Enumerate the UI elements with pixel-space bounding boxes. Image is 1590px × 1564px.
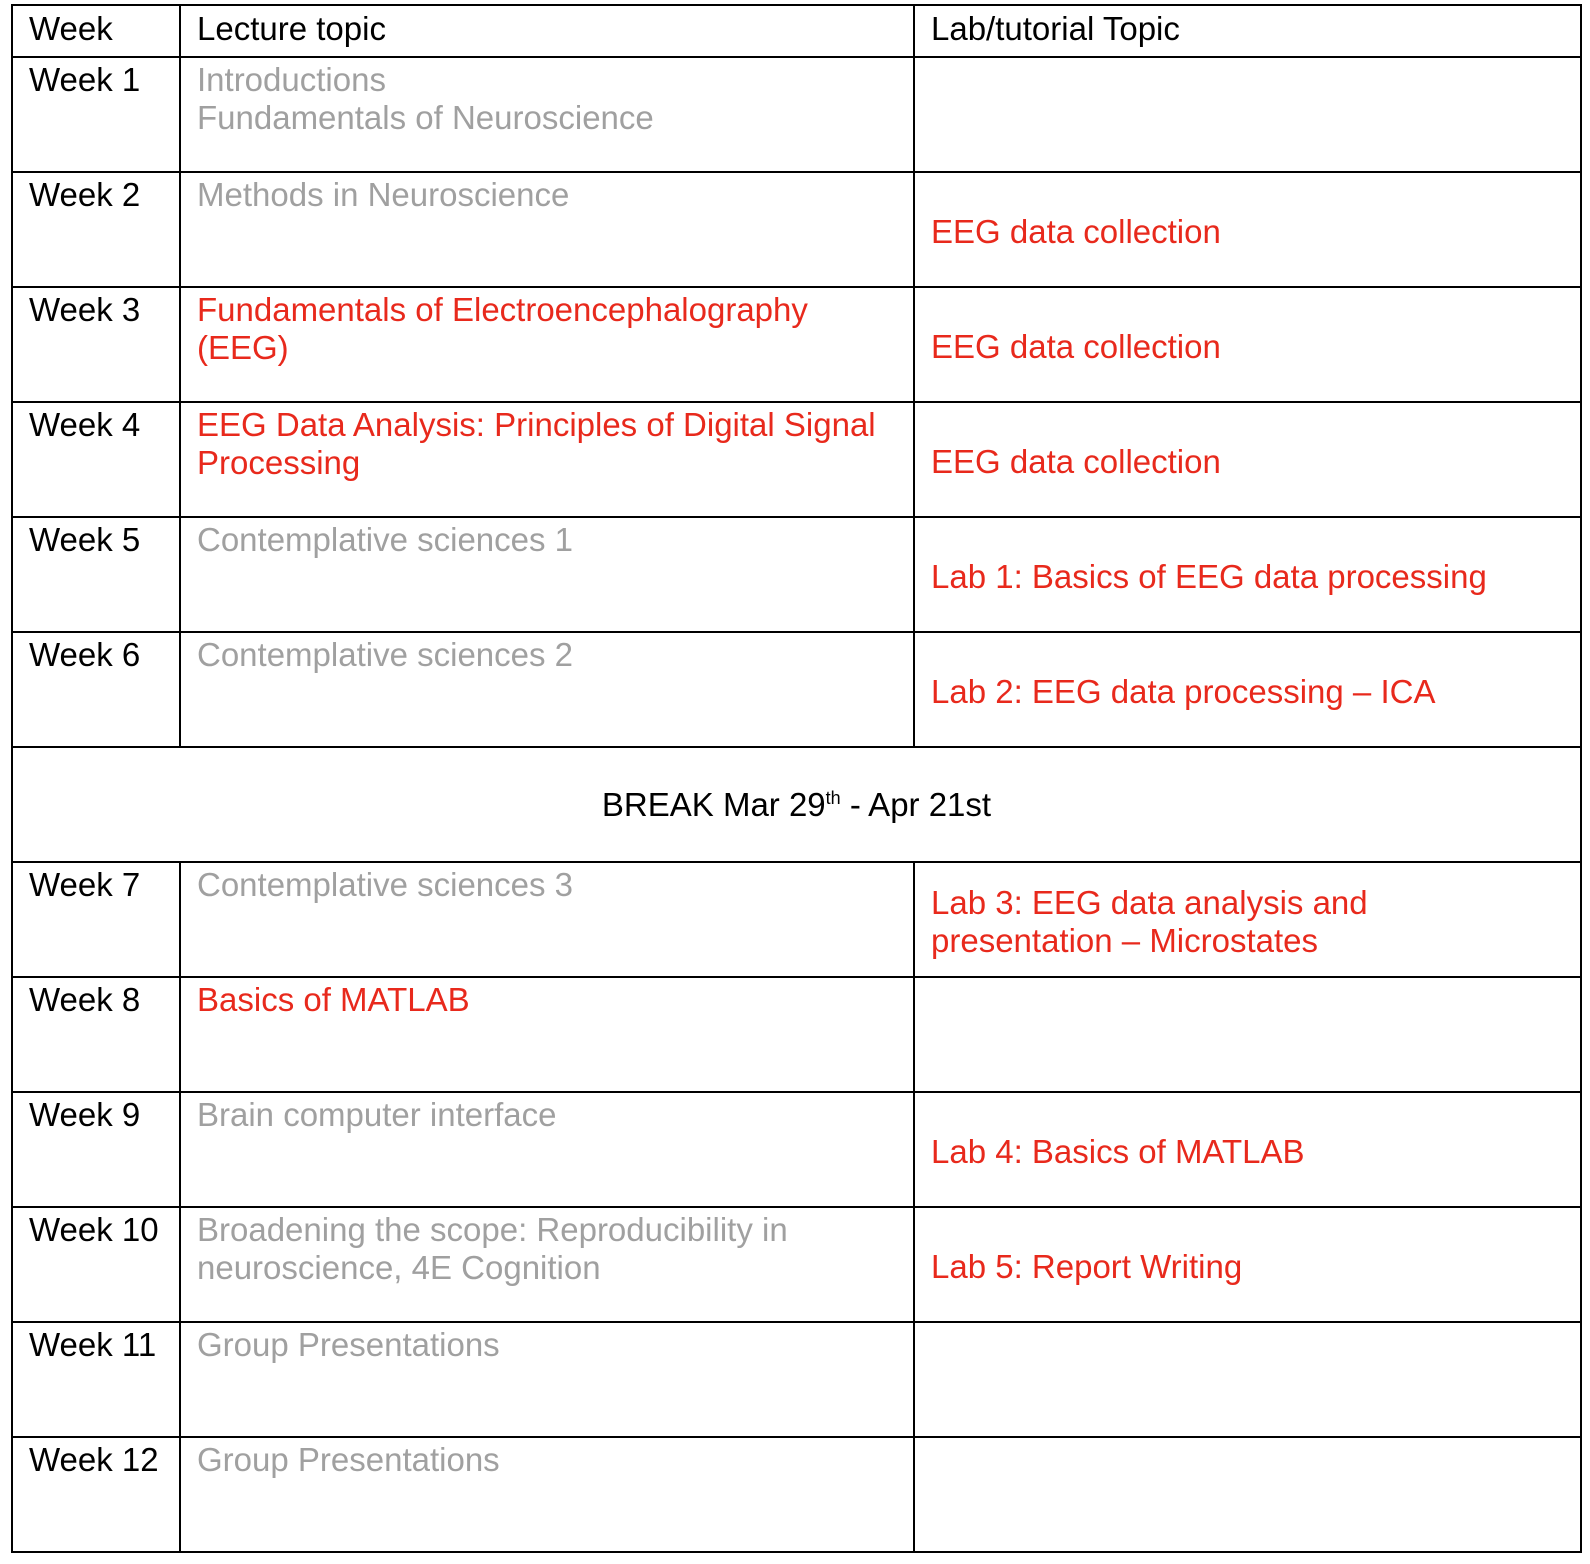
header-lab-topic: Lab/tutorial Topic bbox=[914, 5, 1581, 57]
break-text-superscript: th bbox=[825, 787, 841, 808]
week-label: Week 6 bbox=[12, 632, 180, 747]
lab-cell bbox=[914, 517, 1581, 632]
week-label: Week 4 bbox=[12, 402, 180, 517]
lecture-topic-line: Basics of MATLAB bbox=[197, 981, 470, 1018]
lecture-topic-line: Brain computer interface bbox=[197, 1096, 557, 1133]
lab-topic bbox=[931, 1441, 1564, 1478]
lab-topic: Lab 2: EEG data processing – ICA bbox=[931, 673, 1436, 710]
lab-topic: EEG data collection bbox=[931, 443, 1221, 480]
lab-cell bbox=[914, 862, 1581, 977]
lecture-cell bbox=[180, 287, 914, 402]
table-row bbox=[12, 632, 1581, 747]
table-row bbox=[12, 862, 1581, 977]
lecture-cell bbox=[180, 57, 914, 172]
lecture-topic-line: Introductions bbox=[197, 61, 386, 98]
lab-cell bbox=[914, 1207, 1581, 1322]
week-label: Week 9 bbox=[12, 1092, 180, 1207]
lab-topic: EEG data collection bbox=[931, 213, 1221, 250]
lab-cell bbox=[914, 977, 1581, 1092]
lecture-cell bbox=[180, 862, 914, 977]
table-row bbox=[12, 1092, 1581, 1207]
lecture-topic-line: EEG Data Analysis: Principles of Digital Signal Processing bbox=[197, 406, 876, 481]
lecture-topic-line: Contemplative sciences 2 bbox=[197, 636, 574, 673]
table-row bbox=[12, 172, 1581, 287]
lecture-cell bbox=[180, 977, 914, 1092]
week-label: Week 2 bbox=[12, 172, 180, 287]
week-label: Week 7 bbox=[12, 862, 180, 977]
week-label: Week 5 bbox=[12, 517, 180, 632]
week-label: Week 10 bbox=[12, 1207, 180, 1322]
lab-cell bbox=[914, 287, 1581, 402]
table-row bbox=[12, 1207, 1581, 1322]
week-label: Week 8 bbox=[12, 977, 180, 1092]
table-row bbox=[12, 57, 1581, 172]
table-row bbox=[12, 1437, 1581, 1552]
lab-topic bbox=[931, 981, 1564, 1018]
lecture-cell bbox=[180, 1092, 914, 1207]
break-text-prefix: BREAK Mar 29 bbox=[601, 785, 826, 823]
lecture-cell bbox=[180, 1322, 914, 1437]
lecture-topic-line: Contemplative sciences 3 bbox=[197, 866, 574, 903]
lab-cell bbox=[914, 57, 1581, 172]
table-row bbox=[12, 1322, 1581, 1437]
lab-topic: Lab 5: Report Writing bbox=[931, 1248, 1243, 1285]
lab-cell bbox=[914, 632, 1581, 747]
break-row bbox=[12, 747, 1581, 862]
header-lecture-topic: Lecture topic bbox=[180, 5, 914, 57]
lecture-topic-line: Broadening the scope: Reproducibility in neuroscience, 4E Cognition bbox=[197, 1211, 788, 1286]
table-row bbox=[12, 517, 1581, 632]
table-row bbox=[12, 977, 1581, 1092]
break-text-suffix: - Apr 21st bbox=[840, 785, 992, 823]
lecture-cell bbox=[180, 402, 914, 517]
lecture-topic-line: Group Presentations bbox=[197, 1326, 500, 1363]
lab-topic: Lab 1: Basics of EEG data processing bbox=[931, 558, 1487, 595]
table-row bbox=[12, 402, 1581, 517]
break-cell bbox=[12, 747, 1581, 862]
lab-cell bbox=[914, 1322, 1581, 1437]
lab-topic bbox=[931, 61, 1564, 98]
lecture-topic-line: Methods in Neuroscience bbox=[197, 176, 570, 213]
week-label: Week 1 bbox=[12, 57, 180, 172]
week-label: Week 3 bbox=[12, 287, 180, 402]
lab-topic: Lab 3: EEG data analysis and presentation – Microstates bbox=[931, 884, 1368, 959]
schedule-body bbox=[12, 5, 1581, 1552]
week-label: Week 12 bbox=[12, 1437, 180, 1552]
lecture-topic-line: Group Presentations bbox=[197, 1441, 500, 1478]
lab-cell bbox=[914, 172, 1581, 287]
lecture-cell bbox=[180, 517, 914, 632]
header-week: Week bbox=[12, 5, 180, 57]
lecture-topic-line: Fundamentals of Neuroscience bbox=[197, 99, 654, 136]
lab-cell bbox=[914, 402, 1581, 517]
lecture-cell bbox=[180, 1437, 914, 1552]
lab-topic: EEG data collection bbox=[931, 328, 1221, 365]
table-row bbox=[12, 287, 1581, 402]
course-schedule-table bbox=[11, 4, 1582, 1553]
lab-topic: Lab 4: Basics of MATLAB bbox=[931, 1133, 1305, 1170]
header-row bbox=[12, 5, 1581, 57]
lecture-cell bbox=[180, 632, 914, 747]
week-label: Week 11 bbox=[12, 1322, 180, 1437]
lecture-topic-line: Contemplative sciences 1 bbox=[197, 521, 574, 558]
lab-cell bbox=[914, 1092, 1581, 1207]
lab-cell bbox=[914, 1437, 1581, 1552]
lab-topic bbox=[931, 1326, 1564, 1363]
lecture-cell bbox=[180, 1207, 914, 1322]
lecture-cell bbox=[180, 172, 914, 287]
lecture-topic-line: Fundamentals of Electroencephalography (EEG) bbox=[197, 291, 808, 366]
